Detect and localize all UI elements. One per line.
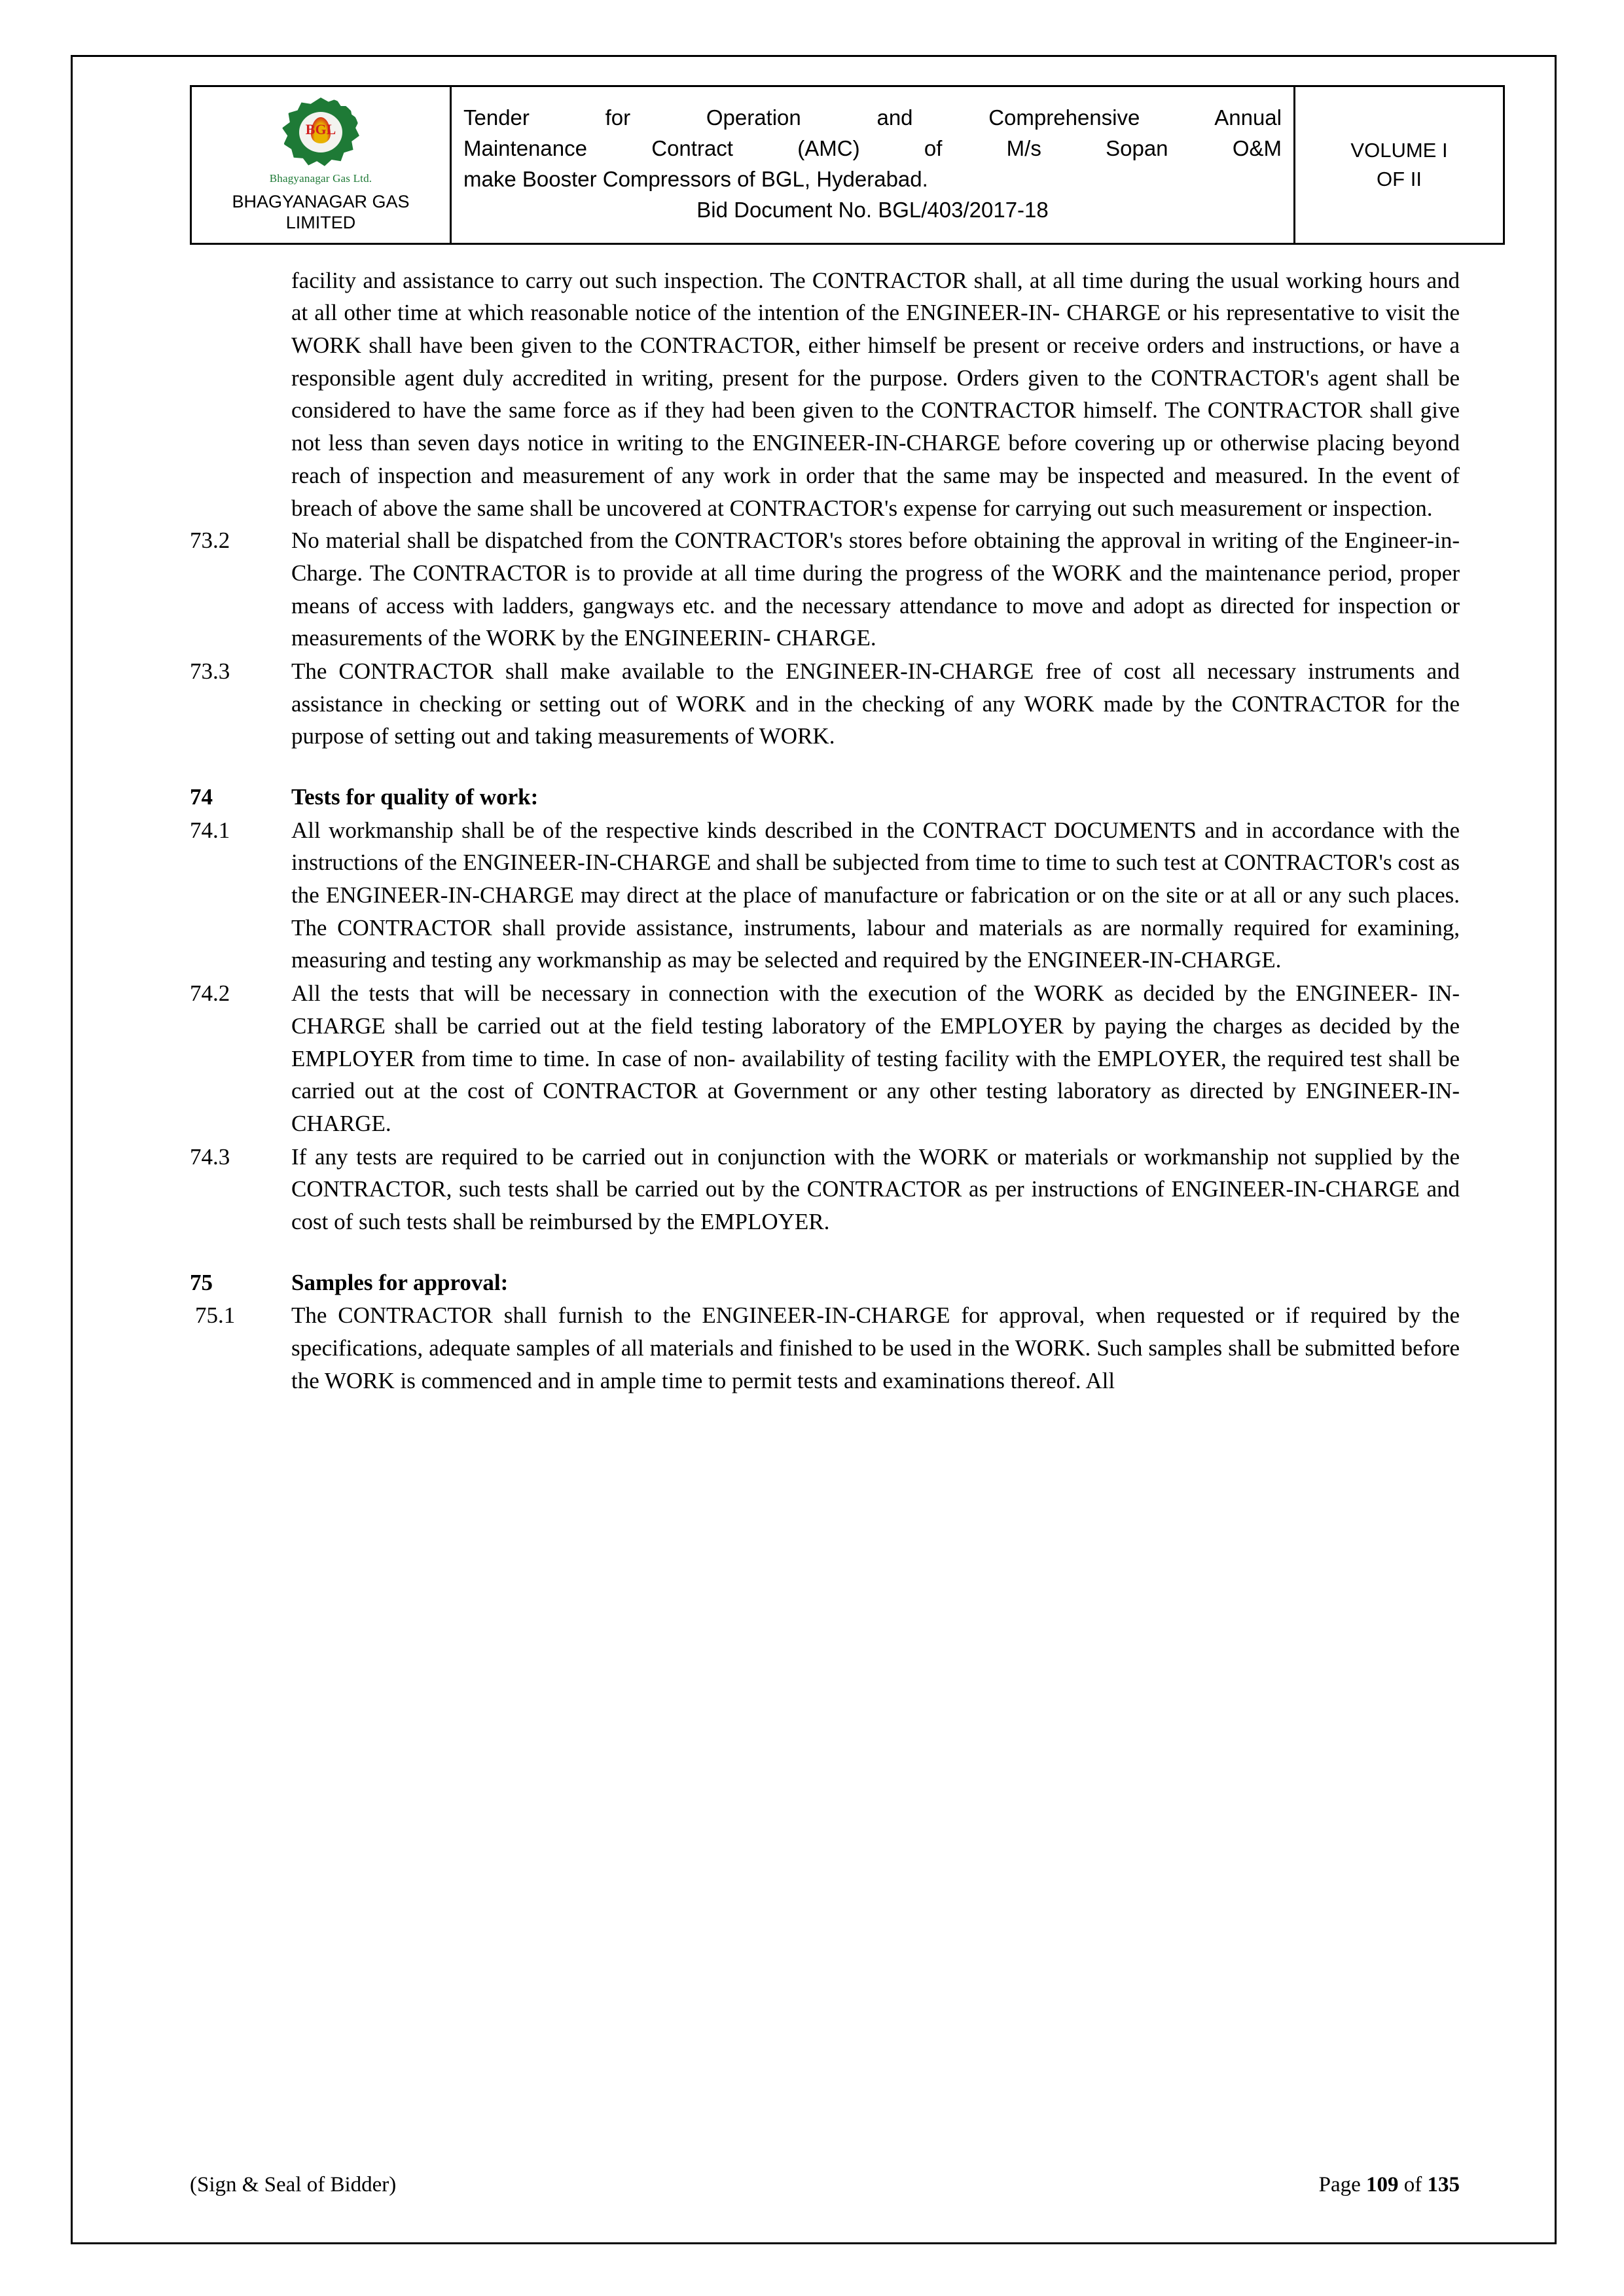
clause-number: 74.2 — [190, 980, 230, 1007]
gas-flame-logo-icon — [282, 98, 359, 171]
clause-number: 75.1 — [195, 1302, 236, 1329]
document-header-table — [190, 85, 1505, 245]
section-title: Samples for approval: — [291, 1269, 509, 1295]
clause-73-3 — [190, 655, 1460, 753]
document-body — [190, 264, 1460, 1397]
clause-74-3 — [190, 1141, 1460, 1238]
header-title-line2: Maintenance Contract (AMC) of M/s Sopan O&M — [463, 136, 1282, 160]
footer-total-pages: 135 — [1427, 2173, 1460, 2197]
header-bid-document-number: Bid Document No. BGL/403/2017-18 — [696, 197, 1049, 222]
page-content — [190, 85, 1460, 1397]
company-name — [196, 192, 446, 234]
footer-page-number — [1319, 2173, 1460, 2197]
section-number: 75 — [190, 1269, 213, 1295]
header-title-line1: Tender for Operation and Comprehensive Annual — [463, 105, 1282, 130]
volume-line1: VOLUME I — [1350, 139, 1448, 162]
header-title-cell — [451, 86, 1295, 244]
section-heading-75 — [190, 1266, 1460, 1299]
clause-text: All the tests that will be necessary in connection with the execution of the WORK as decided by the ENGINEER- IN-CHARGE shall be carried out at the field testing laboratory of the EMPLOYER by paying the charges as decided by the EMPLOYER from time to time. In case of non- availability of testing facility with the EMPLOYER, the required test shall be carried out at the cost of CONTRACTOR at Government or any other testing laboratory as directed by ENGINEER-IN-CHARGE. — [291, 980, 1460, 1136]
company-name-line1: BHAGYANAGAR GAS — [232, 192, 410, 211]
company-name-line2: LIMITED — [285, 212, 356, 232]
logo-mark-text: BGL — [305, 121, 336, 137]
footer-current-page: 109 — [1366, 2173, 1399, 2197]
header-volume-cell — [1295, 86, 1504, 244]
clause-text: If any tests are required to be carried out in conjunction with the WORK or materials or workmanship not supplied by the CONTRACTOR, such tests shall be carried out by the CONTRACTOR as per instructions of ENGINEER-IN-CHARGE and cost of such tests shall be reimbursed by the EMPLOYER. — [291, 1143, 1460, 1234]
company-logo — [196, 98, 446, 234]
section-number: 74 — [190, 784, 213, 810]
clause-text: The CONTRACTOR shall make available to the ENGINEER-IN-CHARGE free of cost all necessary instruments and assistance in checking or setting out of WORK and in the checking of any WORK made by the CONTRACTOR for the purpose of setting out and taking measurements of WORK. — [291, 658, 1460, 749]
continued-paragraph: facility and assistance to carry out such inspection. The CONTRACTOR shall, at all time during the usual working hours and at all other time at which reasonable notice of the intention of the ENGINEER-IN- CHARGE or his representative to visit the WORK shall have been given to the CONTRACTOR, either himself be present or receive orders and instructions, or have a responsible agent duly accredited in writing, present for the purpose. Orders given to the CONTRACTOR's agent shall be considered to have the same force as if they had been given to the CONTRACTOR himself. The CONTRACTOR shall give not less than seven days notice in writing to the ENGINEER-IN-CHARGE before covering up or otherwise placing beyond reach of inspection and measurement of any work in order that the same may be inspected and measured. In the event of breach of above the same shall be uncovered at CONTRACTOR's expense for carrying out such measurement or inspection. — [291, 267, 1460, 521]
clause-73-2 — [190, 524, 1460, 655]
clause-text: All workmanship shall be of the respective kinds described in the CONTRACT DOCUMENTS and in accordance with the instructions of the ENGINEER-IN-CHARGE and shall be subjected from time to time to such test at CONTRACTOR's cost as the ENGINEER-IN-CHARGE may direct at the place of manufacture or fabrication or on the site or at all or any such places. The CONTRACTOR shall provide assistance, instruments, labour and materials as are normally required for examining, measuring and testing any workmanship as may be selected and required by the ENGINEER-IN-CHARGE. — [291, 817, 1460, 973]
footer-sign-seal: (Sign & Seal of Bidder) — [190, 2173, 397, 2197]
clause-75-1 — [190, 1299, 1460, 1397]
clause-74-1 — [190, 814, 1460, 977]
clause-number: 74.3 — [190, 1143, 230, 1170]
header-title-line3: make Booster Compressors of BGL, Hyderabad. — [463, 166, 928, 191]
section-spacer — [190, 753, 1460, 781]
clause-number: 74.1 — [190, 817, 230, 843]
logo-tagline: Bhagyanagar Gas Ltd. — [269, 172, 372, 185]
clause-number: 73.2 — [190, 528, 230, 554]
clause-text: No material shall be dispatched from the CONTRACTOR's stores before obtaining the approval in writing of the Engineer-in-Charge. The CONTRACTOR is to provide at all time during the progress of the WORK and the maintenance period, proper means of access with ladders, gangways etc. and the necessary attendance to move and adopt as directed for inspection or measurements of the WORK by the ENGINEERIN- CHARGE. — [291, 528, 1460, 651]
page-footer — [190, 2173, 1460, 2197]
section-title: Tests for quality of work: — [291, 784, 539, 810]
clause-text: The CONTRACTOR shall furnish to the ENGINEER-IN-CHARGE for approval, when requested or if required by the specifications, adequate samples of all materials and finished to be used in the WORK. Such samples shall be submitted before the WORK is commenced and in ample time to permit tests and examinations thereof. All — [291, 1302, 1460, 1393]
volume-line2: OF II — [1377, 167, 1422, 190]
clause-74-2 — [190, 977, 1460, 1139]
footer-page-middle: of — [1398, 2173, 1428, 2197]
section-spacer — [190, 1239, 1460, 1266]
header-logo-cell — [191, 86, 451, 244]
clause-number: 73.3 — [190, 658, 230, 684]
section-heading-74 — [190, 781, 1460, 814]
footer-page-prefix: Page — [1318, 2173, 1366, 2197]
